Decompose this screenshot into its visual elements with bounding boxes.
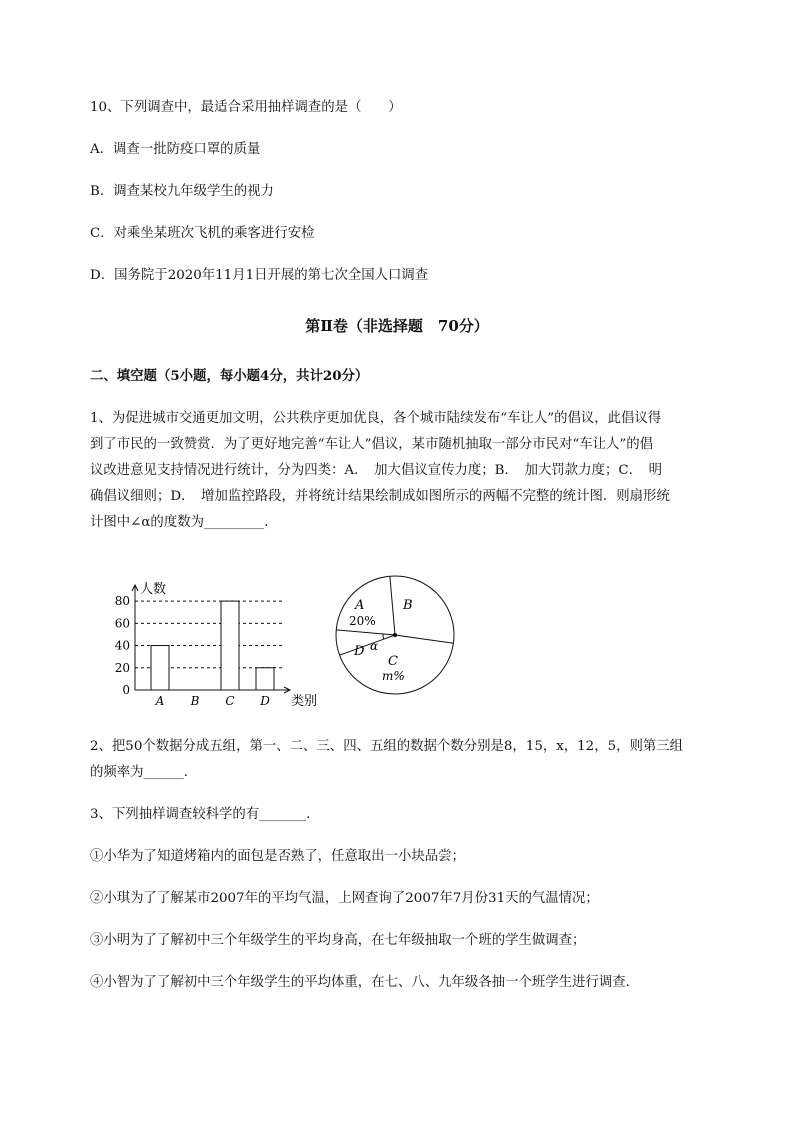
fill1-line-2: 到了市民的一致赞赏．为了更好地完善“车让人”倡议，某市随机抽取一部分市民对“车让人”的倡 <box>90 437 654 452</box>
fill2-line-1: 2、把50个数据分成五组，第一、二、三、四、五组的数据个数分别是8，15，x，12，5，则第三组 <box>90 739 684 754</box>
q10-option-b: B．调查某校九年级学生的视力 <box>90 184 274 199</box>
y-axis-label: 人数 <box>140 582 167 597</box>
fill1-line-1: 1、为促进城市交通更加文明，公共秩序更加优良，各个城市陆续发布“车让人”的倡议，此倡议得 <box>90 411 662 426</box>
pie-label-A: A <box>355 598 365 613</box>
fill3-item-1: ①小华为了知道烤箱内的面包是否熟了，任意取出一小块品尝； <box>90 849 465 864</box>
fill1-line-4: 确倡议细则；D． 增加监控路段，并将统计结果绘制成如图所示的两幅不完整的统计图．则扇形统 <box>90 489 670 504</box>
x-tick-label-C: C <box>225 694 235 708</box>
bar-chart <box>115 581 317 709</box>
section2-heading: 二、填空题（5小题，每小题4分，共计20分） <box>90 368 369 384</box>
x-axis-label: 类别 <box>291 694 318 709</box>
x-tick-label-A: A <box>155 694 165 708</box>
pie-angle-label: α <box>370 639 379 653</box>
x-tick-label-B: B <box>190 694 200 708</box>
y-tick-label: 40 <box>114 638 130 653</box>
x-tick-label-D: D <box>260 694 270 708</box>
y-tick-label: 80 <box>114 594 130 609</box>
q10-stem: 10、下列调查中，最适合采用抽样调查的是（ ） <box>90 100 402 115</box>
fill3-item-3: ③小明为了了解初中三个年级学生的平均身高，在七年级抽取一个班的学生做调查； <box>90 933 586 948</box>
fill2-line-2: 的频率为______． <box>90 765 198 780</box>
fill3-item-2: ②小琪为了了解某市2007年的平均气温，上网查询了2007年7月份31天的气温情况； <box>90 891 599 906</box>
pie-percent-C: m% <box>382 669 405 683</box>
pie-label-D: D <box>354 644 365 659</box>
y-tick-label: 60 <box>114 616 130 631</box>
q10-option-a: A．调查一批防疫口罩的质量 <box>90 142 261 157</box>
fill3-item-4: ④小智为了了解初中三个年级学生的平均体重，在七、八、九年级各抽一个班学生进行调查． <box>90 975 640 990</box>
fill1-line-3: 议改进意见支持情况进行统计，分为四类：A． 加大倡议宣传力度；B． 加大罚款力度；C． 明 <box>90 463 663 478</box>
fill3-stem: 3、下列抽样调查较科学的有_______． <box>90 807 320 822</box>
part2-title: 第Ⅱ卷（非选择题 70分） <box>305 317 489 335</box>
q10-option-d: D．国务院于2020年11月1日开展的第七次全国人口调查 <box>90 268 429 283</box>
pie-label-C: C <box>388 654 398 669</box>
bar-D <box>256 668 274 690</box>
bar-A <box>151 646 169 690</box>
statistics-figures <box>100 575 480 715</box>
pie-center <box>393 633 397 637</box>
y-tick-label: 20 <box>114 660 130 675</box>
y-tick-label: 0 <box>122 683 130 697</box>
fill1-line-5: 计图中∠α的度数为_________． <box>90 515 278 530</box>
q10-option-c: C．对乘坐某班次飞机的乘客进行安检 <box>90 226 315 241</box>
pie-label-B: B <box>403 598 413 613</box>
bar-C <box>221 601 239 690</box>
pie-percent-A: 20% <box>349 614 376 628</box>
pie-chart <box>336 576 454 694</box>
